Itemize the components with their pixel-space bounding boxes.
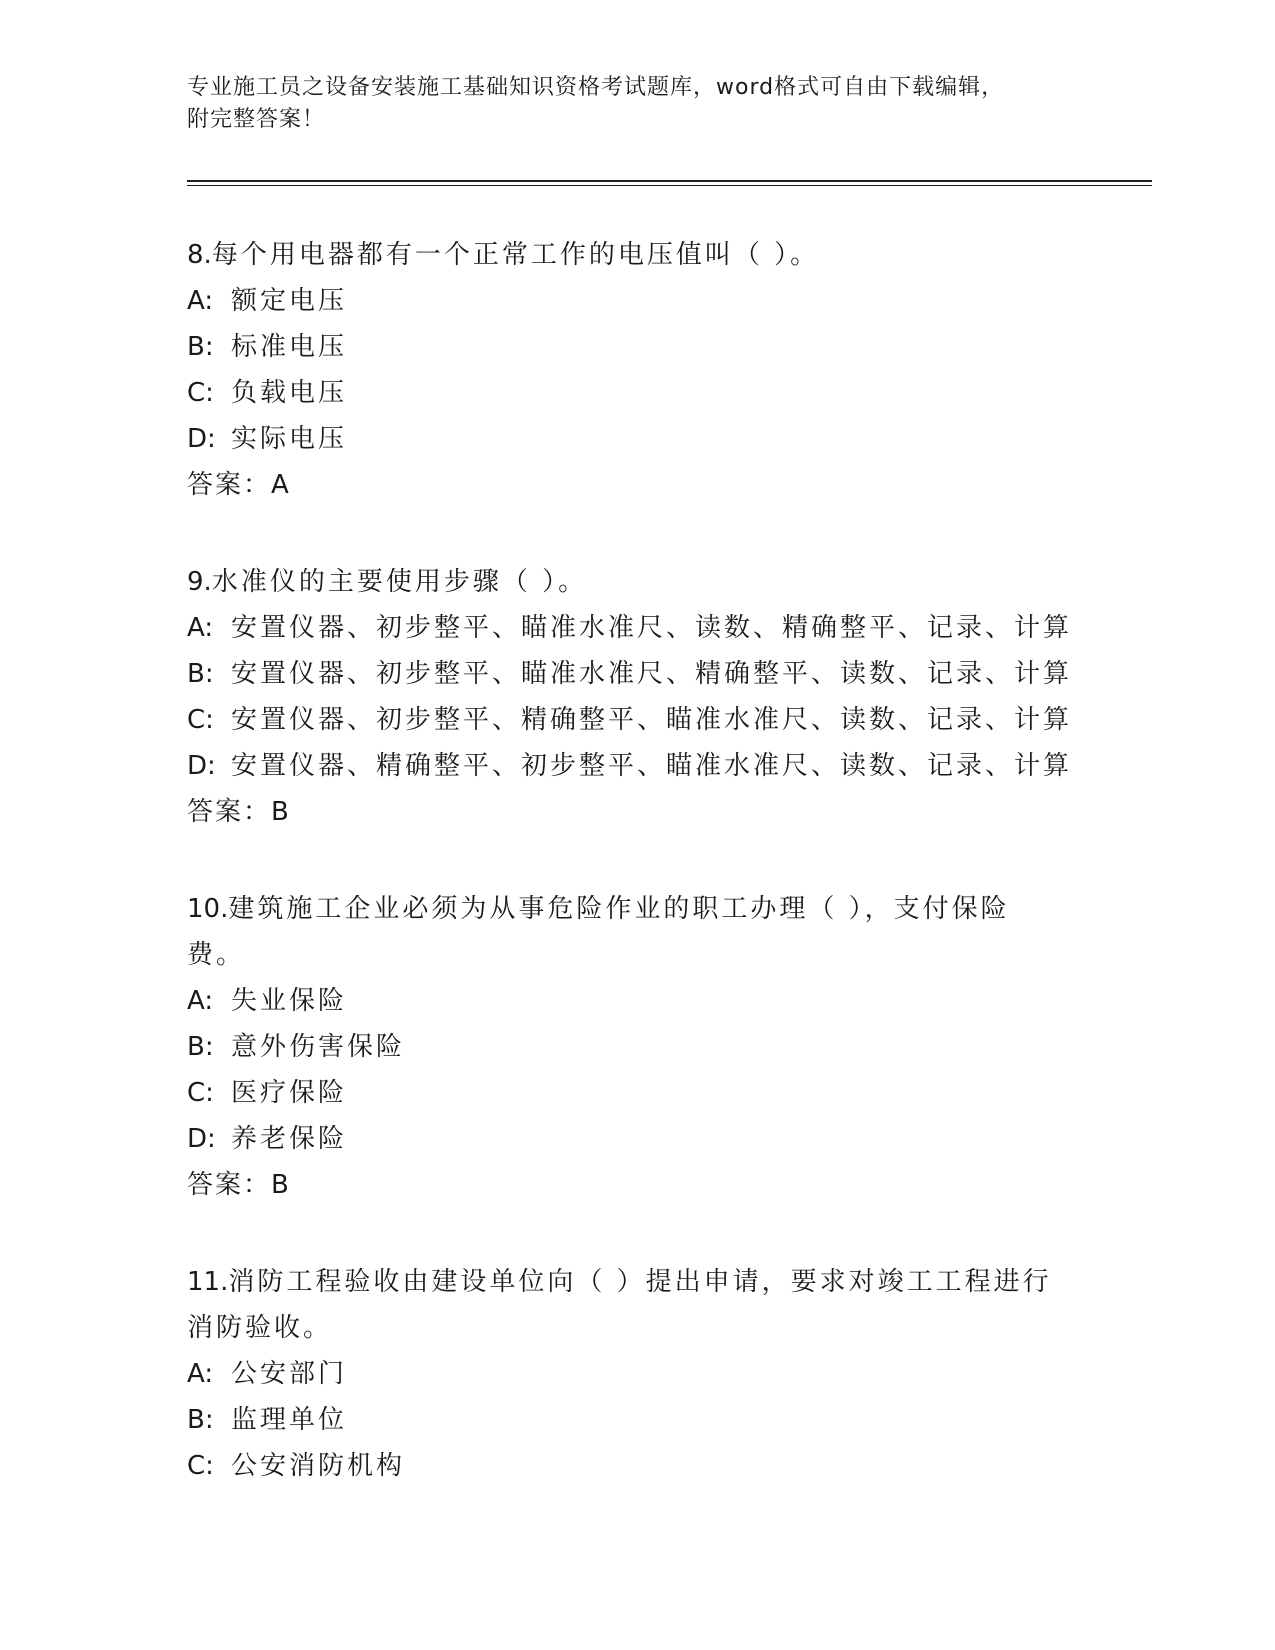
option-letter: C: [187, 1078, 214, 1108]
option-c [187, 370, 1152, 416]
option-b [187, 324, 1152, 370]
question-stem [187, 1259, 1067, 1351]
option-text: 安置仪器、初步整平、精确整平、瞄准水准尺、读数、记录、计算 [231, 705, 1073, 735]
option-text: 实际电压 [231, 424, 348, 454]
option-c [187, 1443, 1152, 1489]
option-a [187, 1351, 1152, 1397]
question-text: 水准仪的主要使用步骤（ ）。 [211, 567, 588, 597]
option-letter: C: [187, 705, 214, 735]
question-10 [187, 886, 1152, 1208]
option-text: 医疗保险 [231, 1078, 348, 1108]
answer-line: 答案：B [187, 797, 291, 827]
option-text: 安置仪器、初步整平、瞄准水准尺、精确整平、读数、记录、计算 [231, 659, 1073, 689]
answer-line: 答案：B [187, 1170, 291, 1200]
header-divider-thick [187, 180, 1152, 182]
option-letter: A: [187, 1359, 214, 1389]
option-text: 监理单位 [231, 1405, 348, 1435]
question-8 [187, 232, 1152, 508]
option-d [187, 416, 1152, 462]
option-letter: D: [187, 424, 216, 454]
question-number: 11. [187, 1267, 229, 1297]
question-number: 9. [187, 567, 212, 597]
question-9 [187, 559, 1152, 835]
header-line-2: 附完整答案！ [187, 107, 326, 132]
option-letter: B: [187, 659, 214, 689]
option-text: 额定电压 [231, 286, 348, 316]
question-text: 建筑施工企业必须为从事危险作业的职工办理（ ），支付保险费。 [187, 894, 1010, 970]
question-number: 8. [187, 240, 212, 270]
question-stem [187, 232, 1067, 278]
option-text: 意外伤害保险 [231, 1032, 406, 1062]
option-c [187, 697, 1152, 743]
question-text: 消防工程验收由建设单位向（ ）提出申请，要求对竣工工程进行消防验收。 [187, 1267, 1052, 1343]
option-letter: B: [187, 332, 214, 362]
option-b [187, 1024, 1152, 1070]
option-text: 公安消防机构 [231, 1451, 406, 1481]
option-a [187, 605, 1152, 651]
option-text: 标准电压 [231, 332, 348, 362]
option-letter: A: [187, 986, 214, 1016]
option-text: 安置仪器、初步整平、瞄准水准尺、读数、精确整平、记录、计算 [231, 613, 1073, 643]
option-text: 公安部门 [231, 1359, 348, 1389]
option-letter: B: [187, 1405, 214, 1435]
document-header [187, 72, 1087, 136]
option-c [187, 1070, 1152, 1116]
option-letter: C: [187, 378, 214, 408]
option-d [187, 1116, 1152, 1162]
question-11 [187, 1259, 1152, 1489]
header-divider-thin [187, 185, 1152, 186]
question-stem [187, 886, 1067, 978]
header-line-1: 专业施工员之设备安装施工基础知识资格考试题库，word格式可自由下载编辑， [187, 75, 1005, 100]
option-a [187, 278, 1152, 324]
document-page [187, 0, 1152, 1650]
option-b [187, 651, 1152, 697]
option-letter: A: [187, 613, 214, 643]
question-text: 每个用电器都有一个正常工作的电压值叫（ ）。 [211, 240, 820, 270]
option-b [187, 1397, 1152, 1443]
option-letter: A: [187, 286, 214, 316]
option-letter: D: [187, 751, 216, 781]
option-d [187, 743, 1152, 789]
option-text: 失业保险 [231, 986, 348, 1016]
question-stem [187, 559, 1067, 605]
question-number: 10. [187, 894, 229, 924]
option-text: 养老保险 [231, 1124, 348, 1154]
option-letter: C: [187, 1451, 214, 1481]
option-letter: D: [187, 1124, 216, 1154]
option-text: 安置仪器、精确整平、初步整平、瞄准水准尺、读数、记录、计算 [231, 751, 1073, 781]
option-a [187, 978, 1152, 1024]
question-list [187, 232, 1152, 1540]
option-text: 负载电压 [231, 378, 348, 408]
answer-line: 答案：A [187, 470, 291, 500]
option-letter: B: [187, 1032, 214, 1062]
